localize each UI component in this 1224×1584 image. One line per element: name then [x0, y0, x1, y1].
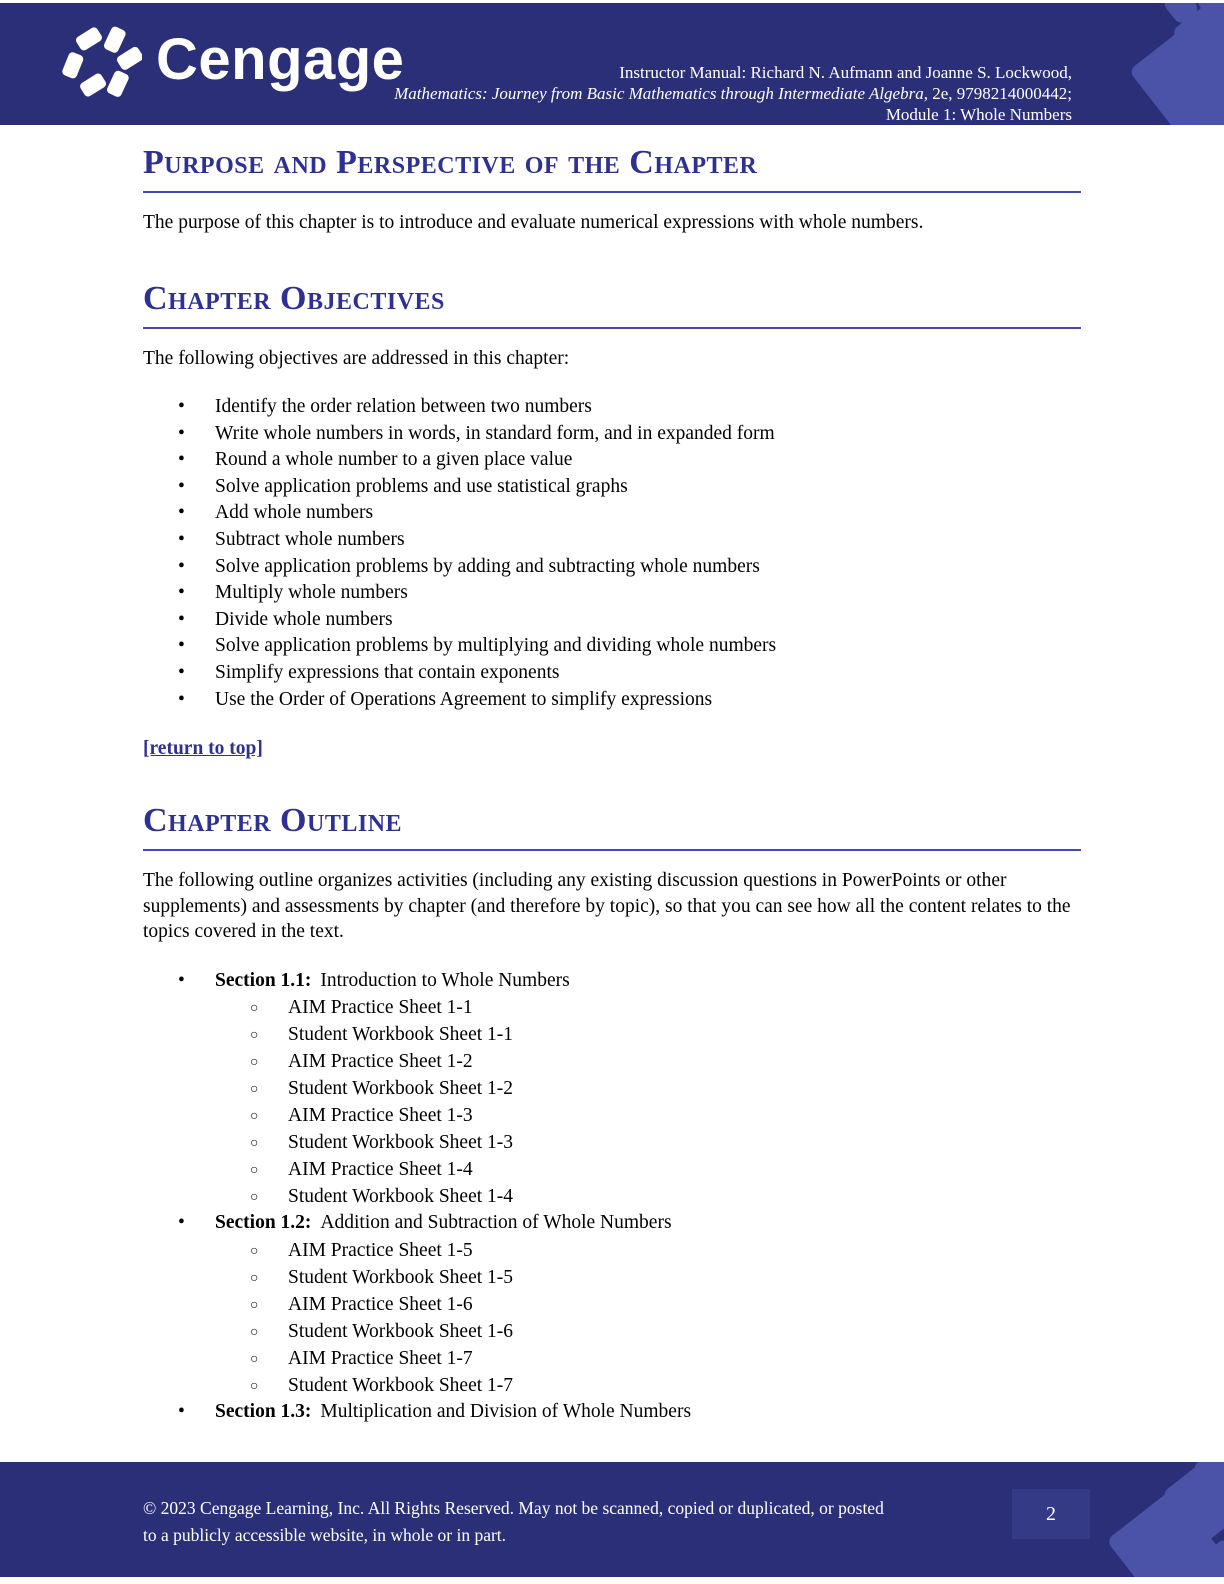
list-item: • Use the Order of Operations Agreement to simplify expressions [215, 687, 1081, 714]
outline-section-1-2 [215, 1210, 1081, 1399]
list-item: • Write whole numbers in words, in standard form, and in expanded form [215, 421, 1081, 448]
header-meta-line3: Module 1: Whole Numbers [885, 105, 1072, 124]
book-title: Mathematics: Journey from Basic Mathematics through Intermediate Algebra [394, 84, 924, 103]
list-item: • Round a whole number to a given place value [215, 447, 1081, 474]
section-title: Introduction to Whole Numbers [320, 969, 570, 991]
heading-chapter-objectives: Chapter Objectives [143, 279, 1081, 329]
list-item: ○ Student Workbook Sheet 1-5 [288, 1264, 1081, 1291]
list-item: ○ AIM Practice Sheet 1-1 [288, 994, 1081, 1021]
header-meta [394, 62, 1072, 125]
header-band [0, 3, 1224, 125]
outline-sublist-1-2 [215, 1237, 1081, 1399]
list-item: • Add whole numbers [215, 500, 1081, 527]
objectives-intro-text: The following objectives are addressed in this chapter: [143, 347, 570, 369]
list-item: ○ Student Workbook Sheet 1-7 [288, 1372, 1081, 1399]
list-item: ○ AIM Practice Sheet 1-2 [288, 1048, 1081, 1075]
outline-intro-text: The following outline organizes activities (including any existing discussion questions in PowerPoints or other supplements) and assessments by chapter (and therefore by topic), so that you can see how all the content relates to the topics covered in the text. [143, 870, 1071, 943]
return-to-top-link[interactable]: [return to top] [143, 738, 263, 760]
section-title: Multiplication and Division of Whole Numbers [320, 1400, 692, 1422]
book-edition-isbn: , 2e, 9798214000442; [923, 84, 1072, 103]
list-item: ○ Student Workbook Sheet 1-3 [288, 1129, 1081, 1156]
cengage-logo [60, 19, 404, 101]
section-label: Section 1.2: [215, 1212, 312, 1234]
list-item: ○ Student Workbook Sheet 1-4 [288, 1183, 1081, 1210]
list-item: • Solve application problems by multiplying and dividing whole numbers [215, 633, 1081, 660]
list-item: ○ Student Workbook Sheet 1-1 [288, 1021, 1081, 1048]
cengage-logo-text: Cengage [156, 27, 405, 92]
list-item: • Multiply whole numbers [215, 580, 1081, 607]
page-number: 2 [1046, 1502, 1056, 1525]
header-meta-line2 [394, 83, 1072, 104]
list-item: ○ AIM Practice Sheet 1-4 [288, 1156, 1081, 1183]
outline-section-1-1 [215, 968, 1081, 1211]
list-item: • Solve application problems and use statistical graphs [215, 474, 1081, 501]
list-item: • Simplify expressions that contain exponents [215, 660, 1081, 687]
cengage-logo-icon [60, 19, 142, 101]
purpose-body-text: The purpose of this chapter is to introduce and evaluate numerical expressions with whole numbers. [143, 212, 924, 233]
list-item: ○ AIM Practice Sheet 1-3 [288, 1102, 1081, 1129]
list-item: • Identify the order relation between two numbers [215, 394, 1081, 421]
document-content [143, 143, 1081, 1425]
outline-sublist-1-1 [215, 994, 1081, 1210]
objectives-list [143, 394, 1081, 713]
header-meta-line1: Instructor Manual: Richard N. Aufmann and Joanne S. Lockwood, [619, 63, 1072, 82]
section-title: Addition and Subtraction of Whole Numbers [320, 1212, 672, 1234]
heading-purpose-and-perspective: Purpose and Perspective of the Chapter [143, 143, 1081, 193]
outline-list [143, 968, 1081, 1426]
copyright-text: © 2023 Cengage Learning, Inc. All Rights Reserved. May not be scanned, copied or duplicated, or posted to a publicly accessible website, in whole or in part. [143, 1498, 884, 1545]
list-item: • Solve application problems by adding and subtracting whole numbers [215, 554, 1081, 581]
list-item: ○ Student Workbook Sheet 1-2 [288, 1075, 1081, 1102]
list-item: ○ AIM Practice Sheet 1-7 [288, 1345, 1081, 1372]
heading-chapter-outline: Chapter Outline [143, 801, 1081, 851]
outline-section-1-3 [215, 1399, 1081, 1426]
footer-band [0, 1462, 1224, 1577]
list-item: • Divide whole numbers [215, 607, 1081, 634]
section-label: Section 1.1: [215, 969, 312, 991]
list-item: ○ AIM Practice Sheet 1-6 [288, 1291, 1081, 1318]
list-item: • Subtract whole numbers [215, 527, 1081, 554]
list-item: ○ Student Workbook Sheet 1-6 [288, 1318, 1081, 1345]
section-label: Section 1.3: [215, 1400, 312, 1422]
list-item: ○ AIM Practice Sheet 1-5 [288, 1237, 1081, 1264]
page-number-box [1012, 1489, 1090, 1539]
